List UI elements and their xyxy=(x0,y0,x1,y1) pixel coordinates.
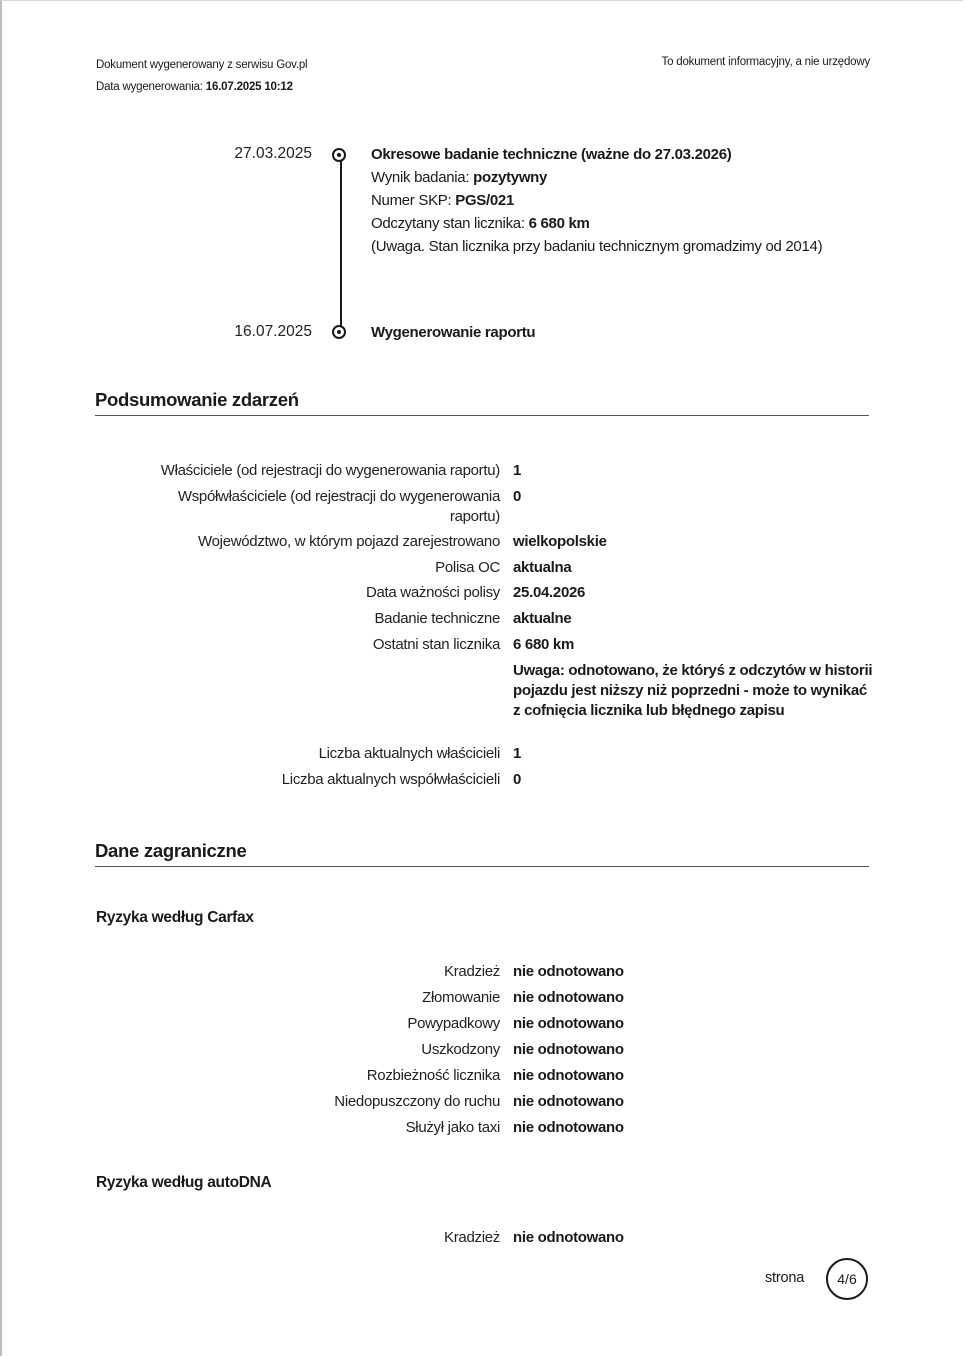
event-date: 27.03.2025 xyxy=(234,145,312,162)
generated-date-value: 16.07.2025 10:12 xyxy=(205,81,293,93)
row-label: Rozbieżność licznika xyxy=(366,1067,500,1084)
row-value: aktualne xyxy=(513,610,572,627)
row-value: nie odnotowano xyxy=(513,1067,624,1084)
event-title: Okresowe badanie techniczne (ważne do 27.03.2026) xyxy=(371,146,732,163)
row-label: Złomowanie xyxy=(422,989,500,1006)
row-label: Liczba aktualnych współwłaścicieli xyxy=(281,771,500,788)
row-label: Kradzież xyxy=(444,1229,500,1246)
row-value: 0 xyxy=(513,488,522,505)
page-number: 4/6 xyxy=(826,1258,868,1300)
timeline-dot-icon xyxy=(332,148,346,162)
row-label: Badanie techniczne xyxy=(374,610,500,627)
disclaimer-text: To dokument informacyjny, a nie urzędowy xyxy=(661,56,870,68)
event-detail-line xyxy=(371,212,831,235)
row-label: Liczba aktualnych właścicieli xyxy=(318,745,500,762)
row-value: 1 xyxy=(513,462,522,479)
row-value: nie odnotowano xyxy=(513,989,624,1006)
event-title: Wygenerowanie raportu xyxy=(371,324,536,341)
row-value: 6 680 km xyxy=(513,636,574,653)
row-value: wielkopolskie xyxy=(513,533,607,550)
detail-value: pozytywny xyxy=(473,169,548,186)
event-date: 16.07.2025 xyxy=(234,323,312,340)
detail-value: PGS/021 xyxy=(455,192,515,209)
row-value: nie odnotowano xyxy=(513,1015,624,1032)
row-value: 25.04.2026 xyxy=(513,584,586,601)
row-label: Powypadkowy xyxy=(407,1015,500,1032)
row-value: 1 xyxy=(513,745,522,762)
row-label: Województwo, w którym pojazd zarejestrowano xyxy=(198,533,500,550)
row-value: nie odnotowano xyxy=(513,1041,624,1058)
row-label: Uszkodzony xyxy=(421,1041,500,1058)
timeline-dot-icon xyxy=(332,325,346,339)
summary-section-title: Podsumowanie zdarzeń xyxy=(95,389,869,416)
row-label: Współwłaściciele (od rejestracji do wygenerowania raportu) xyxy=(177,488,500,525)
generated-date-label: Data wygenerowania: xyxy=(96,81,203,93)
row-value: aktualna xyxy=(513,559,572,576)
event-details xyxy=(371,321,831,344)
row-value: nie odnotowano xyxy=(513,1229,624,1246)
row-value: nie odnotowano xyxy=(513,1093,624,1110)
page-label: strona xyxy=(765,1270,805,1286)
row-label: Niedopuszczony do ruchu xyxy=(334,1093,500,1110)
event-details xyxy=(371,143,831,258)
row-value: nie odnotowano xyxy=(513,1119,624,1136)
carfax-title: Ryzyka według Carfax xyxy=(96,909,254,926)
row-value: 0 xyxy=(513,771,522,788)
detail-label: Numer SKP: xyxy=(371,192,452,209)
event-timeline xyxy=(0,0,965,360)
event-detail-line xyxy=(371,189,831,212)
detail-value: 6 680 km xyxy=(528,215,590,232)
row-label: Służył jako taxi xyxy=(405,1119,500,1136)
foreign-section-title: Dane zagraniczne xyxy=(95,840,869,867)
row-label: Kradzież xyxy=(444,963,500,980)
event-detail-line xyxy=(371,166,831,189)
odometer-warning: Uwaga: odnotowano, że któryś z odczytów w historii pojazdu jest niższy niż poprzedni - może to wynikać z cofnięcia licznika lub błędnego zapisu xyxy=(513,662,873,719)
row-value: nie odnotowano xyxy=(513,963,624,980)
autodna-title: Ryzyka według autoDNA xyxy=(96,1174,272,1191)
row-label: Polisa OC xyxy=(435,559,500,576)
event-note: (Uwaga. Stan licznika przy badaniu technicznym gromadzimy od 2014) xyxy=(371,238,823,255)
row-label: Data ważności polisy xyxy=(365,584,500,601)
detail-label: Odczytany stan licznika: xyxy=(371,215,525,232)
row-label: Właściciele (od rejestracji do wygenerowania raportu) xyxy=(160,462,500,479)
detail-label: Wynik badania: xyxy=(371,169,470,186)
generated-from-text: Dokument wygenerowany z serwisu Gov.pl xyxy=(96,59,308,71)
timeline-line xyxy=(340,155,342,333)
row-label: Ostatni stan licznika xyxy=(372,636,500,653)
